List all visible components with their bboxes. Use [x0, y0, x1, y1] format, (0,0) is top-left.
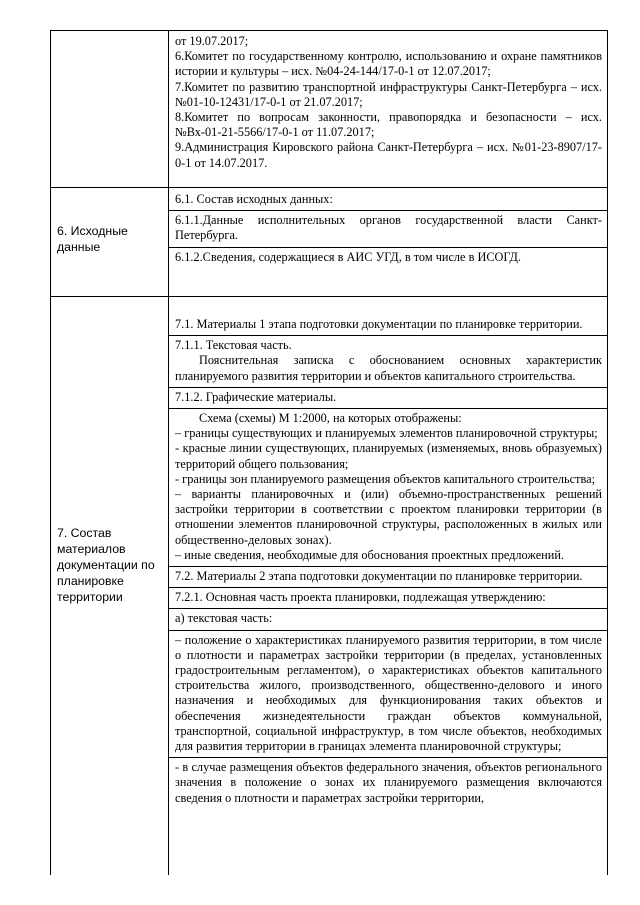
divider [169, 566, 607, 567]
list-item: 6.1.1.Данные исполнительных органов государственной власти Санкт-Петербурга. [175, 213, 602, 243]
row-label-cell [51, 297, 169, 875]
divider [169, 210, 607, 211]
section-label-source-data: 6. Исходные данные [57, 224, 128, 254]
list-item: - границы зон планируемого размещения объектов капитального строительства; [175, 471, 596, 486]
list-item: - в случае размещения объектов федерального значения, объектов регионального значения в положение о зонах их планируемого размещения включаются сведения о плотности и параметрах застройки территории, [175, 760, 602, 805]
table-row-continuation [51, 31, 607, 188]
list-item: 8.Комитет по вопросам законности, правопорядка и безопасности – исх. №Вх-01-21-5566/17-0-1 от 11.07.2017; [175, 110, 602, 140]
divider [169, 757, 607, 758]
subsection-title: 7.2.1. Основная часть проекта планировки, подлежащая утверждению: [175, 590, 546, 605]
divider [169, 387, 607, 388]
list-item: – иные сведения, необходимые для обоснования проектных предложений. [175, 547, 564, 562]
list-item: 6.Комитет по государственному контролю, использованию и охране памятников истории и культуры – исх. №04-24-144/17-0-1 от 12.07.2017; [175, 49, 602, 79]
row-content-documentation [169, 297, 607, 875]
list-item: – варианты планировочных и (или) объемно-пространственных решений застройки территории в соответствии с проектом планировки территории (в отношении элементов планировочной структуры, расположенных в жилых или общественно-деловых зонах). [175, 487, 602, 547]
table-row-documentation [51, 297, 607, 875]
divider [169, 408, 607, 409]
divider [169, 247, 607, 248]
requirements-table [50, 30, 608, 875]
subsection-title: 7.2. Материалы 2 этапа подготовки документации по планировке территории. [175, 569, 583, 584]
row-content-continuation [169, 31, 607, 187]
list-item: 6.1. Состав исходных данных: [175, 192, 333, 206]
list-item: - красные линии существующих, планируемых (изменяемых, вновь образуемых) территорий общего пользования; [175, 441, 602, 471]
subsection-title: 7.1. Материалы 1 этапа подготовки документации по планировке территории. [175, 317, 583, 331]
divider [169, 630, 607, 631]
subsection-title: 7.1.1. Текстовая часть. [175, 338, 292, 353]
paragraph: Пояснительная записка с обоснованием основных характеристик планируемого развития территории и объектов капитального строительства. [175, 353, 602, 383]
table-row-source-data [51, 188, 607, 297]
list-item: 9.Администрация Кировского района Санкт-Петербурга – исх. №01-23-8907/17-0-1 от 14.07.2017. [175, 140, 602, 170]
paragraph: Схема (схемы) М 1:2000, на которых отображены: [199, 411, 462, 426]
subsection-title: а) текстовая часть: [175, 611, 273, 626]
list-item: 7.Комитет по развитию транспортной инфраструктуры Санкт-Петербурга – исх. №01-10-12431/17-0-1 от 21.07.2017; [175, 79, 602, 109]
list-item: – границы существующих и планируемых элементов планировочной структуры; [175, 426, 598, 441]
list-item: от 19.07.2017; [175, 34, 249, 48]
subsection-title: 7.1.2. Графические материалы. [175, 389, 337, 404]
divider [169, 608, 607, 609]
list-item: – положение о характеристиках планируемого развития территории, в том числе о плотности и параметрах застройки территории (в пределах, установленных градостроительным регламентом), о характеристиках объектов капитального строительства жилого, производственного, общественно-делового и иного назначения и необходимых для функционирования таких объектов и обеспечения жизнедеятельности граждан объектов коммунальной, транспортной, социальной инфраструктур, в том числе объектов, необходимых для развития территории в границах элемента планировочной структуры; [175, 632, 602, 754]
list-item: 6.1.2.Сведения, содержащиеся в АИС УГД, в том числе в ИСОГД. [175, 249, 521, 264]
row-label-cell [51, 188, 169, 296]
row-content-source-data [169, 188, 607, 296]
row-label-empty [51, 31, 169, 187]
divider [169, 587, 607, 588]
divider [169, 335, 607, 336]
section-label-documentation: 7. Состав материалов документации по планировке территории [57, 526, 155, 604]
